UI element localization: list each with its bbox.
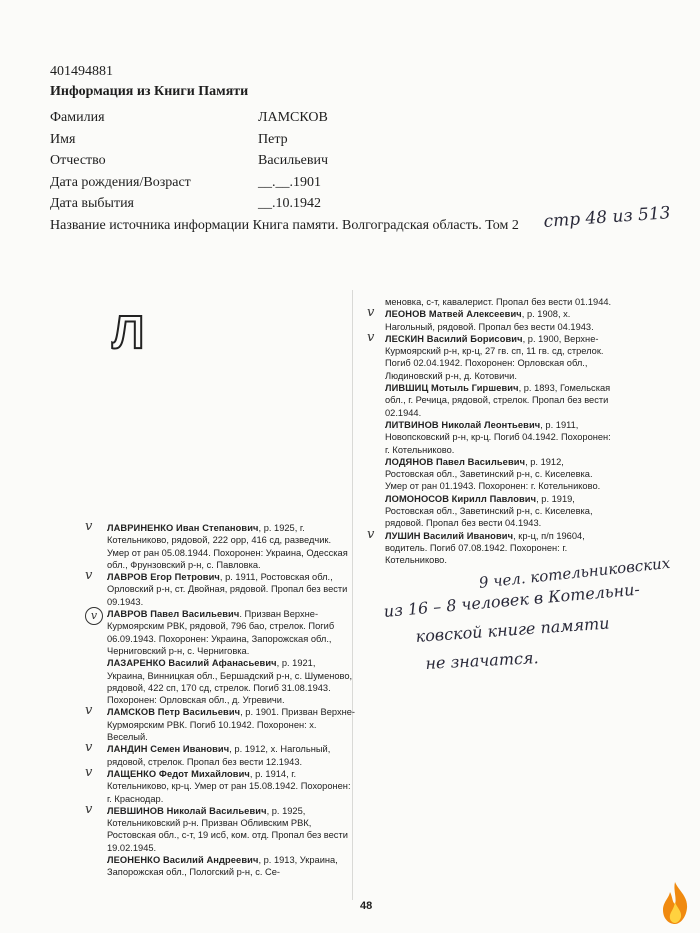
- source-line: Название источника информации Книга памяти. Волгоградская область. Том 2: [50, 218, 519, 233]
- section-letter: Л: [112, 306, 145, 358]
- book-entry: [90, 608, 355, 657]
- entry-name: ЛИВШИЦ Мотыль Гиршевич: [385, 383, 519, 394]
- field-label-name: Имя: [50, 132, 76, 147]
- field-label-surname: Фамилия: [50, 110, 105, 125]
- circled-check-mark: v: [85, 607, 103, 625]
- book-entry: [85, 740, 355, 768]
- entry-name: ЛАВРОВ Павел Васильевич: [107, 609, 240, 620]
- entry-text: . Призван Верхне-Курмоярским РВК, рядовой, 796 бао, стрелок. Погиб 06.09.1943. Похоронен: Украина, Запорожская обл., Черниговский р-н, с. Черниговка.: [107, 609, 335, 656]
- entry-name: ЛЕСКИН Василий Борисович: [385, 333, 523, 344]
- info-title: Информация из Книги Памяти: [50, 84, 249, 99]
- entry-text: , р. 1919, Ростовская обл., Заветинский р-н, с. Киселевка, рядовой. Пропал без вести 04.1943.: [385, 493, 593, 529]
- book-entry: [107, 854, 355, 879]
- field-label-birth: Дата рождения/Возраст: [50, 175, 191, 190]
- field-value-departure: __.10.1942: [258, 196, 321, 211]
- entry-text: , р. 1913, Украина, Запорожская обл., Пологский р-н, с. Се-: [107, 855, 338, 878]
- entry-name: ЛАВРОВ Егор Петрович: [107, 572, 220, 583]
- entry-text: , р. 1901. Призван Верхне-Курмоярским РВК. Погиб 10.1942. Похоронен: х. Веселый.: [107, 707, 356, 743]
- book-entry: [385, 382, 613, 419]
- handwritten-note-line-2: из 16 – 8 человек в Котельни-: [383, 579, 641, 621]
- book-entry: [85, 568, 355, 608]
- entry-text: , р. 1914, г. Котельниково, кр-ц. Умер от ран 15.08.1942. Похоронен: г. Краснодар.: [107, 768, 351, 804]
- check-mark: v: [85, 703, 93, 719]
- entry-text: , р. 1893, Гомельская обл., г. Речица, рядовой, стрелок. Пропал без вести 02.1944.: [385, 383, 611, 418]
- field-value-name: Петр: [258, 132, 288, 147]
- book-entry: [385, 419, 613, 456]
- entry-name: ЛОМОНОСОВ Кирилл Павлович: [385, 493, 537, 504]
- source-page-note: стр 48 из 513: [543, 203, 672, 232]
- handwritten-note-line-1: 9 чел. котельниковских: [478, 553, 671, 592]
- entry-name: ЛАМСКОВ Петр Васильевич: [107, 707, 241, 718]
- entry-name: ЛЕОНОВ Матвей Алексеевич: [385, 309, 522, 320]
- entry-text: меновка, с-т, кавалерист. Пропал без вести 01.1944.: [385, 297, 612, 307]
- entry-text: , р. 1911, Ростовская обл., Орловский р-н, ст. Двойная, рядовой. Пропал без вести 09.1943.: [107, 572, 348, 607]
- check-mark: v: [85, 764, 93, 780]
- record-id: 401494881: [50, 64, 113, 79]
- field-label-patronymic: Отчество: [50, 153, 106, 168]
- check-mark: v: [367, 329, 375, 345]
- entry-text: , р. 1921, Украина, Винницкая обл., Бершадский р-н, с. Шуменово, рядовой, 422 сп, 170 сд, стрелок. Погиб 31.08.1943. Похоронен: Орловская обл., д. Угревичи.: [107, 658, 353, 706]
- handwritten-note-line-4: не значатся.: [425, 648, 540, 673]
- entry-name: ЛЕВШИНОВ Николай Васильевич: [107, 805, 267, 816]
- entry-text: , р. 1912, Ростовская обл., Заветинский р-н, с. Киселевка. Умер от ран 01.1943. Похоронен: г. Котельниково.: [385, 456, 601, 492]
- book-entry: [367, 305, 613, 333]
- field-value-birth: __.__.1901: [258, 175, 321, 190]
- entry-text: , р. 1912, х. Нагольный, рядовой, стрелок. Пропал без вести 12.1943.: [107, 744, 331, 767]
- book-entry: [85, 519, 355, 571]
- check-mark: v: [85, 519, 93, 534]
- page-number: 48: [360, 900, 373, 912]
- entry-text: , р. 1925, Котельниковский р-н. Призван Обливским РВК, Ростовская обл., с-т, 19 исб, ком. отд. Пропал без вести 19.02.1945.: [107, 805, 348, 853]
- book-entry: [85, 801, 355, 854]
- check-mark: v: [85, 568, 93, 584]
- book-column-right: [367, 296, 613, 567]
- book-entry: [107, 657, 355, 706]
- entry-text: , р. 1911, Новопсковский р-н, кр-ц. Погиб 04.1942. Похоронен: г. Котельниково.: [385, 419, 611, 455]
- entry-name: ЛИТВИНОВ Николай Леонтьевич: [385, 419, 541, 430]
- book-entry: [367, 329, 613, 382]
- field-label-departure: Дата выбытия: [50, 196, 134, 211]
- entry-name: ЛЕОНЕНКО Василий Андреевич: [107, 855, 259, 866]
- book-entry: [85, 703, 356, 743]
- entry-name: ЛАВРИНЕНКО Иван Степанович: [107, 523, 259, 533]
- entry-name: ЛАНДИН Семен Иванович: [107, 744, 230, 755]
- book-column-left: [85, 519, 356, 879]
- flame-icon: [658, 880, 692, 926]
- entry-name: ЛОДЯНОВ Павел Васильевич: [385, 456, 526, 467]
- entry-text: , кр-ц, п/п 19604, водитель. Погиб 07.08.1942. Похоронен: г. Котельниково.: [385, 530, 585, 566]
- check-mark: v: [85, 801, 93, 817]
- handwritten-note-line-3: ковской книге памяти: [415, 613, 611, 646]
- book-entry: [385, 456, 613, 493]
- check-mark: v: [367, 305, 375, 321]
- entry-name: ЛУШИН Василий Иванович: [385, 530, 514, 541]
- book-entry: [85, 764, 355, 805]
- entry-text: , р. 1908, х. Нагольный, рядовой. Пропал без вести 04.1943.: [385, 309, 594, 332]
- book-entry: [385, 493, 613, 530]
- check-mark: v: [367, 526, 375, 542]
- entry-name: ЛАЩЕНКО Федот Михайлович: [107, 768, 250, 779]
- check-mark: v: [85, 740, 93, 756]
- entry-text: , р. 1925, г. Котельниково, рядовой, 222 орр, 416 сд, разведчик. Умер от ран 05.08.1944. Похоронен: Украина, Одесская обл., Фрунзовский р-н, с. Павловка.: [107, 523, 348, 570]
- field-value-patronymic: Васильевич: [258, 153, 328, 168]
- entry-name: ЛАЗАРЕНКО Василий Афанасьевич: [107, 658, 277, 669]
- entry-text: , р. 1900, Верхне-Курмоярский р-н, кр-ц, 27 гв. сп, 11 гв. сд, стрелок. Погиб 02.04.1942. Похоронен: Орловская обл., Людиновский р-н, д. Котовичи.: [385, 333, 604, 381]
- field-value-surname: ЛАМСКОВ: [258, 110, 328, 125]
- book-entry: [367, 526, 613, 567]
- book-entry: [385, 296, 613, 308]
